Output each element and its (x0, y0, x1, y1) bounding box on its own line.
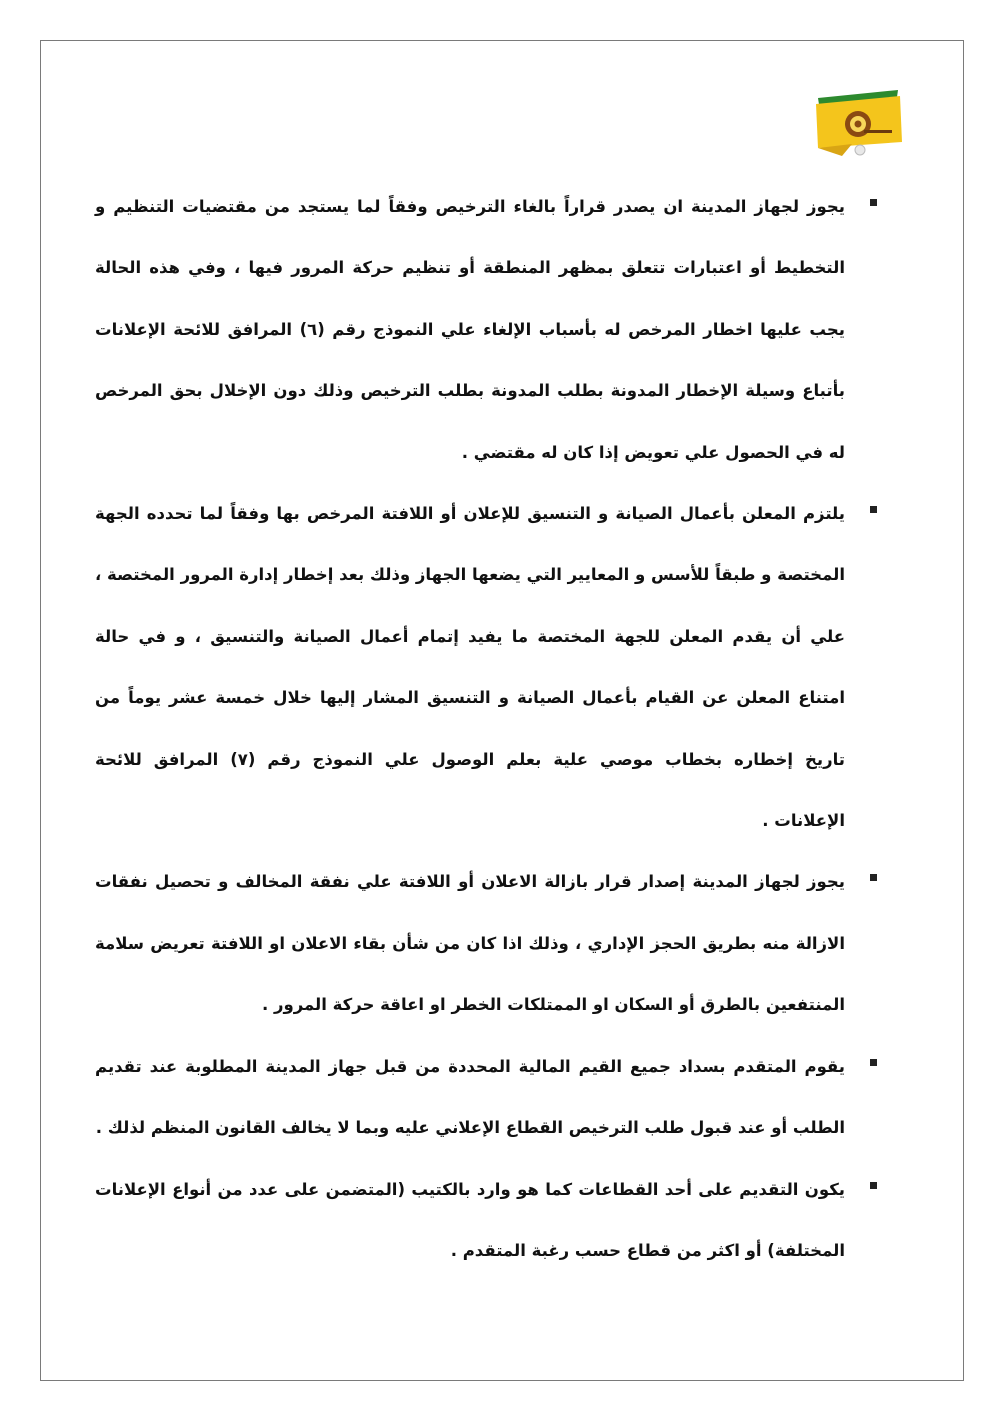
clause-1 (95, 176, 877, 483)
city-authority-logo (812, 84, 904, 166)
clause-3-text: يجوز لجهاز المدينة إصدار قرار بازالة الاعلان أو اللافتة علي نفقة المخالف و تحصيل نفقات الازالة منه بطريق الحجز الإداري ، وذلك اذا كان من شأن بقاء الاعلان او اللافتة تعريض سلامة المنتفعين بالطرق أو السكان او الممتلكات الخطر او اعاقة حركة المرور . (95, 872, 845, 1015)
square-bullet-icon (870, 199, 877, 206)
clause-list (95, 176, 877, 1281)
square-bullet-icon (870, 506, 877, 513)
clause-5 (95, 1159, 877, 1282)
clause-2 (95, 483, 877, 851)
clause-3 (95, 851, 877, 1035)
square-bullet-icon (870, 874, 877, 881)
clause-5-text: يكون التقديم على أحد القطاعات كما هو وارد بالكتيب (المتضمن على عدد من أنواع الإعلانات المختلفة) أو اكثر من قطاع حسب رغبة المتقدم . (95, 1179, 845, 1260)
clause-4-text: يقوم المتقدم بسداد جميع القيم المالية المحددة من قبل جهاز المدينة المطلوبة عند تقديم الطلب أو عند قبول طلب الترخيص القطاع الإعلاني عليه وبما لا يخالف القانون المنظم لذلك . (95, 1056, 845, 1138)
square-bullet-icon (870, 1182, 877, 1189)
document-body (95, 176, 877, 1281)
clause-2-text: يلتزم المعلن بأعمال الصيانة و التنسيق للإعلان أو اللافتة المرخص بها وفقاً لما تحدده الجهة المختصة و طبقاً للأسس و المعايير التي يضعها الجهاز وذلك بعد إخطار إدارة المرور المختصة ، علي أن يقدم المعلن للجهة المختصة ما يفيد إتمام أعمال الصيانة والتنسيق ، و في حالة امتناع المعلن عن القيام بأعمال الصيانة و التنسيق المشار إليها خلال خمسة عشر يوماً من تاريخ إخطاره بخطاب موصي علية بعلم الوصول علي النموذج رقم (٧) المرافق للائحة الإعلانات . (95, 504, 846, 831)
square-bullet-icon (870, 1059, 877, 1066)
clause-1-text: يجوز لجهاز المدينة ان يصدر قراراً بالغاء الترخيص وفقاً لما يستجد من مقتضيات التنظيم و التخطيط أو اعتبارات تتعلق بمظهر المنطقة أو تنظيم حركة المرور فيها ، وفي هذه الحالة يجب عليها اخطار المرخص له بأسباب الإلغاء علي النموذج رقم (٦) المرافق للائحة الإعلانات بأتباع وسيلة الإخطار المدونة بطلب المدونة بطلب الترخيص وذلك دون الإخلال بحق المرخص له في الحصول علي تعويض إذا كان له مقتضي . (95, 197, 845, 462)
clause-4 (95, 1036, 877, 1159)
